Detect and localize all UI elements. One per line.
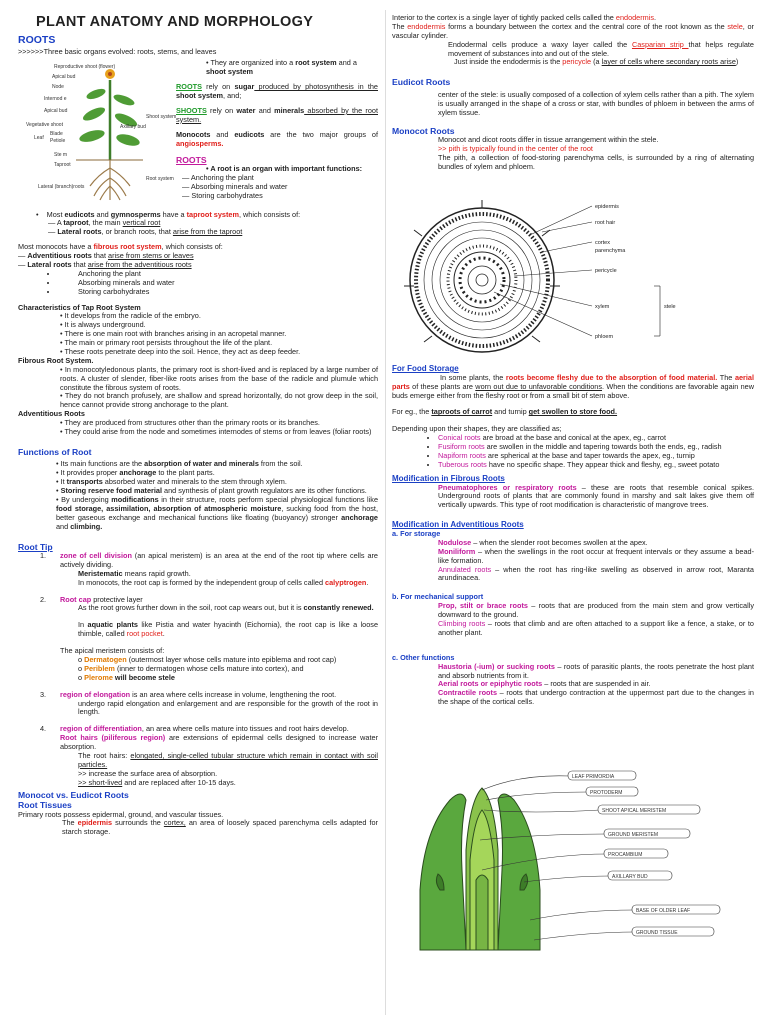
taproot-block	[18, 211, 378, 238]
monocot-roots-heading: Monocot Roots	[392, 125, 455, 136]
aerial: Aerial roots or epiphytic roots – roots that are suspended in air.	[438, 679, 651, 689]
tip-label-axillary-bud: AXILLARY BUD	[612, 874, 648, 880]
shoot-tip	[420, 788, 540, 950]
lateral-def-2: — Lateral roots that arise from the adventitious roots	[18, 260, 192, 269]
tissues-line: Primary roots possess epidermal, ground, and vascular tissues.	[18, 809, 224, 819]
cs-label-root-hair: root hair	[595, 220, 616, 226]
shape-name: Tuberous roots	[438, 459, 487, 469]
mod-adv-heading: Modification in Adventitious Roots	[392, 520, 524, 530]
label-stem: Ste m	[54, 152, 68, 158]
label-axillary: Axillary bud	[120, 124, 146, 130]
label-internode: Internod e	[44, 96, 67, 102]
periblem: o Periblem (inner to dermatogen whose cells mature into cortex), and	[78, 663, 304, 673]
rt-4-hairs-def: The root hairs: elongated, single-celled tubular structure which remain in contact with soil particles.	[78, 751, 378, 769]
root-tip-heading: Root Tip	[18, 541, 53, 552]
plant-roots	[90, 160, 130, 200]
fib-char-list	[18, 366, 378, 410]
plant-diagram	[18, 60, 177, 205]
right-column	[392, 0, 755, 936]
roots-rely: ROOTS rely on sugar produced by photosynthesis in the shoot system, and;	[176, 82, 378, 101]
endodermis-block	[392, 14, 754, 67]
shape-desc: are swollen in the middle and tapering towards both the ends, eg., radish	[484, 442, 722, 452]
cs-label-parenchyma: parenchyma	[595, 248, 626, 254]
food-eg: For eg., the taproots of carrot and turnip get swollen to store food.	[392, 407, 618, 417]
root-cross-section-diagram	[392, 196, 754, 356]
rt-4: 4. region of differentiation, an area where cells mature into tissues and root hairs develop.	[40, 724, 349, 734]
functions-list	[18, 460, 378, 531]
func-4: • Storing reserve food material and synthesis of plant growth regulators are its other functions.	[56, 486, 367, 496]
label-apical-bud-2: Apical bud	[44, 108, 68, 114]
column-divider	[385, 10, 386, 1015]
prop: Prop, stilt or brace roots – roots that are produced from the main stem and grow vertically downward to the ground.	[438, 601, 754, 620]
rt-4-hairs: Root hairs (piliferous region) are extensions of epidermal cells designed to increase water absorption.	[60, 733, 378, 752]
func-5: • By undergoing modifications in their structure, roots perform special physiological functions like food storage, assimilation, absorption of atmospheric moisture, sucking food from the host, better gaseous exchange and mechanical functions like floating (buoyancy) stronger anchorage and climbing.	[56, 494, 379, 531]
cs-label-cortex: cortex	[595, 240, 610, 246]
annulated: Annulated roots – when the root has ring-like swelling as observed in arrow root, Maranta arundinacea.	[438, 564, 754, 583]
pericycle-line: Just inside the endodermis is the pericycle (a layer of cells where secondary roots arise)	[454, 57, 739, 67]
label-vegetative: Vegetative shoot	[26, 122, 63, 128]
tap-char-item: • These roots penetrate deep into the soil. Hence, they act as deep feeder.	[60, 347, 301, 357]
plerome: o Plerome will become stele	[78, 672, 175, 682]
rt-4-short: >> short-lived and are replaced after 10-15 days.	[78, 777, 236, 787]
cs-label-phloem: phloem	[595, 334, 614, 340]
rt-4-surface: >> increase the surface area of absorption.	[78, 768, 218, 778]
mod-fibrous-text: Pneumatophores or respiratory roots – these are roots that resemble conical spikes. Underground roots of plants that are commonly found in marshy and salt lakes give them off vertically upwards. This type of root modification is characteristic of mangrove trees.	[438, 482, 754, 510]
shape-item	[438, 461, 754, 470]
nodulose: Nodulose – when the slender root becomes swollen at the apex.	[438, 537, 648, 547]
tap-characteristics	[18, 304, 378, 437]
eudicot-roots-text: center of the stele: is usually composed of a collection of xylem cells rather than a pith. The xylem is usually arranged in the shape of a cross or star, with bundles of phloem in between the arms of xylem tissue.	[438, 89, 754, 117]
rt-2: 2. Root cap protective layer	[40, 594, 143, 604]
tap-char-heading: Characteristics of Tap Root System	[18, 302, 141, 312]
label-petiole: Petiole	[50, 138, 66, 144]
food-text: In some plants, the roots become fleshy due to the absorption of food material. The aerial parts of these plants are worn out due to unfavorable conditions. When the conditions are favorable again new buds emerge either from the fleshy root or from a small bit of stem above.	[392, 372, 755, 400]
lateral-def: — Lateral roots, or branch roots, that arise from the taproot	[48, 227, 243, 237]
a-storage: a. For storage	[392, 528, 441, 538]
shoot-tip-diagram	[410, 770, 740, 950]
functions-block	[18, 447, 378, 532]
fibrous-bullet-item: • Anchoring the plant	[58, 270, 378, 279]
fib-char-item: • In monocotyledonous plants, the primary root is short-lived and is replaced by a large number of roots. A cluster of slender, fiber-like roots arises from the base of the radicle and plumule which constitute the fibrous system of roots.	[60, 364, 378, 392]
rt-2-aquatic: In aquatic plants like Pistia and water hyacinth (Eichornia), the root cap is like a loose thimble, called root pocket.	[78, 620, 378, 639]
taproot-def: — A taproot, the main vertical root	[48, 218, 161, 228]
tip-label-ground-tissue: GROUND TISSUE	[636, 930, 678, 936]
tap-char-item: • It is always underground.	[60, 320, 146, 330]
rt-3-desc: undergo rapid elongation and enlargement and are responsible for the growth of the root in length.	[78, 698, 378, 717]
tip-label-sam: SHOOT APICAL MERISTEM	[602, 808, 667, 814]
monocot-roots-3: The pith, a collection of food-storing parenchyma cells, is surrounded by a ring of alternating bundles of xylem and phloem.	[438, 152, 754, 171]
tip-label-leaf-primordia: LEAF PRIMORDIA	[572, 774, 615, 780]
functions-heading: Functions of Root	[18, 446, 92, 457]
shapes-intro: Depending upon their shapes, they are classified as;	[392, 424, 562, 434]
adv-char-list	[18, 419, 378, 437]
roots-heading: ROOTS	[18, 33, 56, 46]
adv-char-item: • They are produced from structures other than the primary roots or its branches.	[60, 418, 320, 428]
casparian: Endodermal cells produce a waxy layer called the Casparian strip that helps regulate movement of substances into and out of the stele.	[448, 39, 754, 58]
root-function-item: — Anchoring the plant	[182, 172, 254, 182]
monocots-eudicots: Monocots and eudicots are the two major groups of angiosperms.	[176, 129, 378, 148]
label-leaf: Leaf	[34, 135, 44, 141]
fibrous-bullet-item: • Storing carbohydrates	[58, 288, 378, 297]
fibrous-bullets	[18, 270, 378, 297]
monocot-roots-1: Monocot and dicot roots differ in tissue arrangement within the stele.	[438, 134, 659, 144]
fib-char-item: • They do not branch profusely, are shallow and spread horizontally, do not grow deep in the soil, hence cannot provide strong anchorage to the plant.	[60, 391, 378, 410]
cs-label-stele: stele	[664, 304, 676, 310]
rt-2-cap: As the root grows further down in the soil, root cap wears out, but it is constantly renewed.	[78, 603, 374, 613]
tap-char-item: • The main or primary root persists throughout the life of the plant.	[60, 338, 273, 348]
adv-def: — Adventitious roots that arise from stems or leaves	[18, 251, 194, 261]
rt-1-mer: Meristematic means rapid growth.	[78, 568, 191, 578]
root-organ: • A root is an organ with important functions:	[206, 163, 363, 173]
shape-name: Conical roots	[438, 433, 481, 443]
label-blade: Blade	[50, 131, 63, 137]
rt-3: 3. region of elongation is an area where cells increase in volume, lengthening the root.	[40, 689, 337, 699]
cs-label-epidermis: epidermis	[595, 204, 619, 210]
rt-1-mono: In monocots, the root cap is formed by the independent group of cells called calyptrogen.	[78, 577, 369, 587]
cross-section	[404, 200, 560, 352]
eudicot-line: • Most eudicots and gymnosperms have a taproot system, which consists of:	[36, 209, 301, 219]
tap-char-item: • It develops from the radicle of the embryo.	[60, 311, 201, 321]
label-node: Node	[52, 84, 64, 90]
haustoria: Haustoria (-ium) or sucking roots – roots of parasitic plants, the roots penetrate the host plant and absorb nutrients from it.	[438, 661, 754, 680]
organized-line: • They are organized into a root system and a shoot system	[206, 58, 357, 77]
b-mech: b. For mechanical support	[392, 592, 484, 602]
func-3: • It transports absorbed water and minerals to the stem through xylem.	[56, 477, 287, 487]
tip-label-ground-meristem: GROUND MERISTEM	[608, 832, 658, 838]
label-lateral: Lateral (branch)roots	[38, 184, 85, 190]
shape-desc: have no specific shape. They appear thick and fleshy, eg., sweet potato	[486, 459, 720, 469]
monocot-vs-eudicot-heading: Monocot vs. Eudicot Roots	[18, 789, 129, 800]
label-apical-bud: Apical bud	[52, 74, 76, 80]
apical-consists: The apical meristem consists of:	[60, 646, 165, 656]
roots-subheading: ROOTS	[176, 154, 207, 165]
shape-desc: are spherical at the base and taper towards the apex, eg., turnip	[485, 450, 695, 460]
cs-label-xylem: xylem	[595, 304, 610, 310]
rt-1: 1. zone of cell division (an apical meristem) is an area at the end of the root tip where cells are actively dividing.	[40, 551, 378, 569]
root-tip-block	[18, 542, 378, 788]
contractile: Contractile roots – roots that undergo contraction at the uppermost part due to the changes in the shape of the cortical cells.	[438, 688, 754, 707]
fibrous-block	[18, 243, 378, 296]
label-reproductive: Reproductive shoot (flower)	[54, 64, 116, 70]
plant-shoot	[78, 69, 141, 160]
food-heading: For Food Storage	[392, 364, 459, 373]
tip-label-protoderm: PROTODERM	[590, 790, 623, 796]
cs-label-pericycle: pericycle	[595, 268, 617, 274]
label-shoot-system: Shoot system	[146, 114, 177, 120]
tap-char-list	[18, 312, 378, 356]
shape-name: Napiform roots	[438, 450, 486, 460]
root-tissues-heading: Root Tissues	[18, 800, 72, 811]
dermatogen: o Dermatogen (outermost layer whose cells mature into epiblema and root cap)	[78, 655, 337, 665]
tip-label-procambium: PROCAMBIUM	[608, 852, 643, 858]
fibrous-bullet-item: • Absorbing minerals and water	[58, 279, 378, 288]
climbing: Climbing roots – roots that climb and are often attached to a support like a fence, a stake, or to another plant.	[438, 618, 754, 637]
shoots-rely: SHOOTS rely on water and minerals absorbed by the root system.	[176, 105, 378, 124]
monocot-roots-2: >> pith is typically found in the center of the root	[438, 143, 593, 153]
shape-desc: are broad at the base and conical at the apex, eg., carrot	[480, 433, 666, 443]
func-2: • It provides proper anchorage to the plant parts.	[56, 468, 215, 478]
intro-line: >>>>>>Three basic organs evolved: roots, stems, and leaves	[18, 47, 217, 57]
eudicot-roots-heading: Eudicot Roots	[392, 77, 451, 88]
endo-2: The endodermis forms a boundary between the cortex and the central core of the root known as the stele, or vascular cylinder.	[392, 21, 754, 40]
adv-char-item: • They could arise from the node and sometimes internodes of stems or from leaves (foliar roots)	[60, 427, 372, 437]
mod-fibrous-heading: Modification in Fibrous Roots	[392, 473, 505, 483]
food-storage-section	[392, 364, 754, 707]
monocot-fibrous: Most monocots have a fibrous root system, which consists of:	[18, 242, 223, 252]
func-1: • Its main functions are the absorption of water and minerals from the soil.	[56, 459, 303, 469]
c-other: c. Other functions	[392, 652, 455, 662]
moniliform: Moniliform – when the swellings in the root occur at frequent intervals or they assume a bead-like formation.	[438, 546, 754, 565]
root-function-item: — Absorbing minerals and water	[182, 181, 288, 191]
fibrous-heading: Fibrous Root System.	[18, 355, 94, 365]
left-column	[18, 0, 378, 837]
page-title: PLANT ANATOMY AND MORPHOLOGY	[36, 14, 314, 30]
root-function-item: — Storing carbohydrates	[182, 190, 263, 200]
label-taproot: Taproot	[54, 162, 71, 168]
shapes-list	[392, 434, 754, 470]
tap-char-item: • There is one main root with branches arising in an acropetal manner.	[60, 329, 287, 339]
epidermis-line: The epidermis surrounds the cortex, an area of loosely spaced parenchyma cells adapted for starch storage.	[62, 818, 378, 837]
label-root-system: Root system	[146, 176, 174, 182]
adv-heading: Adventitious Roots	[18, 409, 85, 419]
endo-1: Interior to the cortex is a single layer of tightly packed cells called the endodermis.	[392, 13, 657, 22]
shape-name: Fusiform roots	[438, 442, 485, 452]
tip-label-base-leaf: BASE OF OLDER LEAF	[636, 908, 691, 914]
intro-right	[176, 59, 378, 200]
root-functions-list	[176, 174, 378, 201]
